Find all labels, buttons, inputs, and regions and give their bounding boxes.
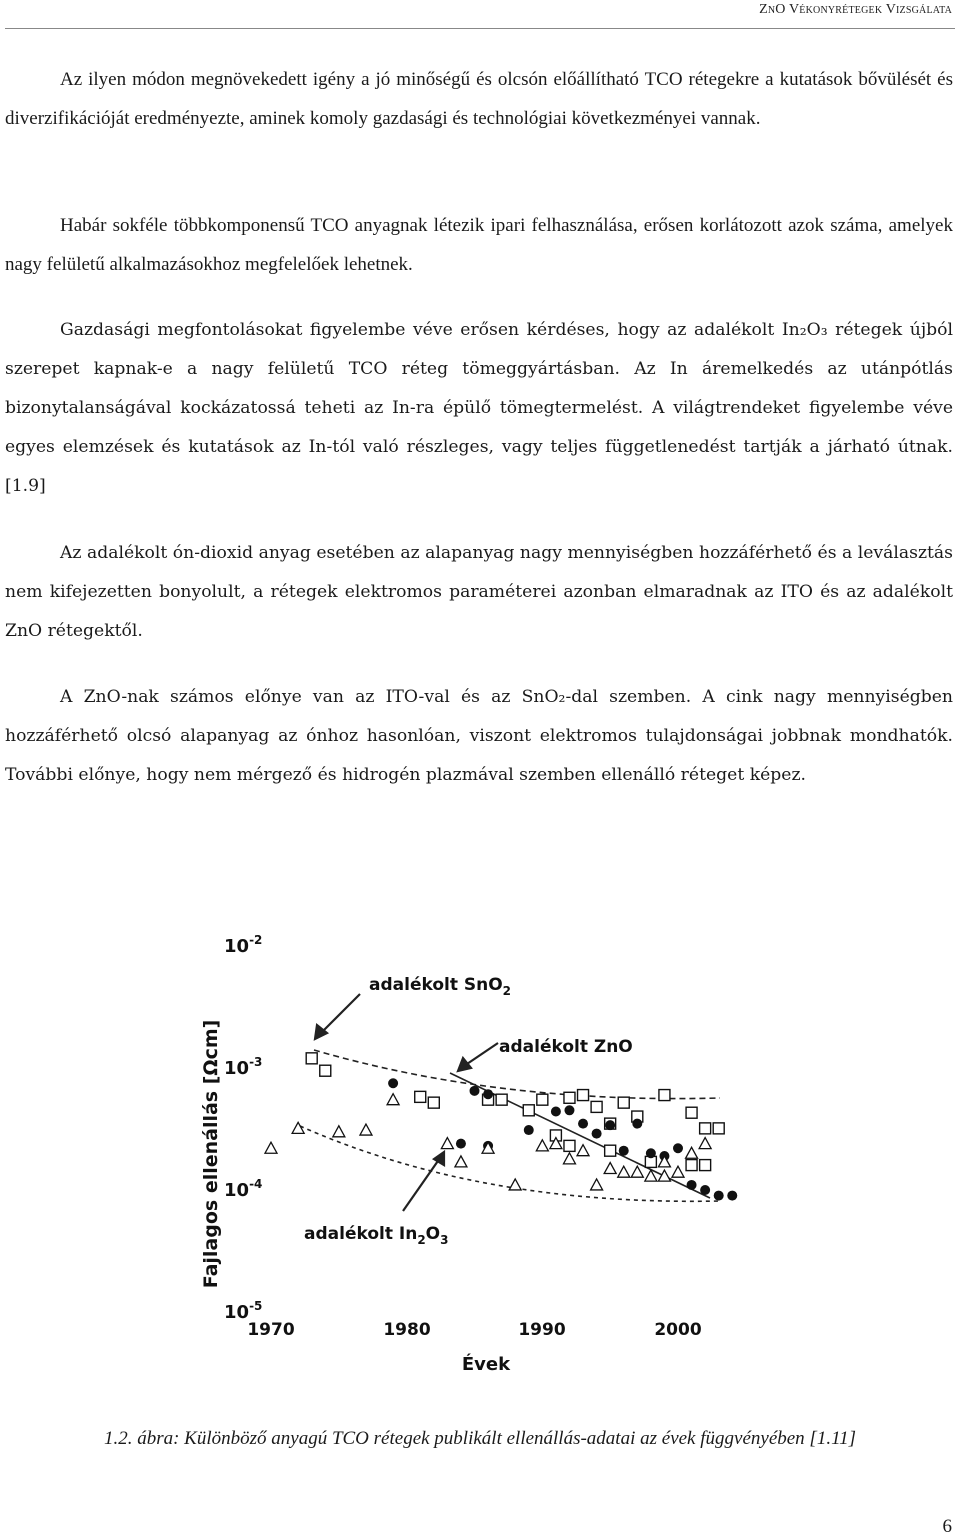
point-series2-15 <box>658 1170 670 1181</box>
point-series1-1 <box>470 1086 480 1096</box>
point-series2-0 <box>265 1142 277 1153</box>
point-series0-15 <box>686 1107 697 1118</box>
point-series2-5 <box>441 1138 453 1149</box>
point-series0-14 <box>659 1090 670 1101</box>
x-tick-1980: 1980 <box>383 1320 431 1340</box>
point-series1-8 <box>646 1148 656 1158</box>
point-series2-16 <box>672 1166 684 1177</box>
figure-caption: 1.2. ábra: Különböző anyagú TCO rétegek publikált ellenállás-adatai az évek függvényében [1.11] <box>103 1428 857 1449</box>
point-series1-11 <box>687 1180 697 1190</box>
y-tick-1e-2: $10^{-2}$ <box>224 933 263 957</box>
running-header: ZnO Vékonyrétegek Vizsgálata <box>759 2 952 17</box>
point-series0-7 <box>537 1094 548 1105</box>
sno2-arrow <box>320 994 360 1034</box>
y-tick-1e-3: $10^{-3}$ <box>224 1055 263 1079</box>
point-series0-9 <box>578 1090 589 1101</box>
paragraph-4: Az adalékolt ón-dioxid anyag esetében az alapanyag nagy mennyiségben hozzáférhető és a leválasztás nem kifejezetten bonyolult, a rétegek elektromos paraméterei azonban elmaradnak az ITO és az adalékolt ZnO rétegektől. <box>5 543 953 641</box>
page-number: 6 <box>942 1516 952 1537</box>
y-tick-1e-5: $10^{-5}$ <box>224 1299 263 1323</box>
x-axis-label: Évek <box>461 1354 511 1375</box>
point-series1-7 <box>632 1119 642 1129</box>
paragraph-1: Az ilyen módon megnövekedett igény a jó minőségű és olcsón előállítható TCO rétegekre a kutatások bővülését és diverzifikációját eredményezte, aminek komoly gazdasági és technológiai következményei vannak. <box>5 69 953 129</box>
point-series1-12 <box>700 1185 710 1195</box>
point-series1-17 <box>619 1146 629 1156</box>
point-series0-22 <box>686 1160 697 1171</box>
point-series2-19 <box>455 1156 467 1167</box>
point-series2-12 <box>604 1163 616 1174</box>
point-series2-17 <box>686 1147 698 1158</box>
point-series2-21 <box>631 1166 643 1177</box>
chart-svg <box>180 926 740 1376</box>
point-series1-18 <box>714 1191 724 1201</box>
zno-arrow-head <box>458 1058 471 1071</box>
point-series1-6 <box>605 1120 615 1130</box>
annotation-zno: adalékolt ZnO <box>499 1037 633 1057</box>
point-series2-7 <box>509 1179 521 1190</box>
point-series0-8 <box>564 1092 575 1103</box>
point-series0-5 <box>496 1094 507 1105</box>
point-series2-4 <box>387 1094 399 1105</box>
x-tick-2000: 2000 <box>654 1320 702 1340</box>
point-series0-23 <box>700 1160 711 1171</box>
paragraph-2: Habár sokféle többkomponensű TCO anyagnak létezik ipari felhasználása, erősen korlátozott azok száma, amelyek nagy felületű alkalmazásokhoz megfelelőek lehetnek. <box>5 215 953 275</box>
point-series1-19 <box>727 1191 737 1201</box>
zno-arrow <box>464 1043 498 1066</box>
annotation-in2o3: adalékolt $In_2O_3$ <box>304 1224 449 1247</box>
point-series0-16 <box>700 1123 711 1134</box>
point-series0-12 <box>618 1097 629 1108</box>
point-series2-8 <box>536 1140 548 1151</box>
point-series1-16 <box>592 1129 602 1139</box>
y-axis-label: Fajlagos ellenállás [Ωcm] <box>200 1019 222 1289</box>
point-series0-6 <box>523 1105 534 1116</box>
point-series2-2 <box>333 1126 345 1137</box>
point-series1-3 <box>551 1106 561 1116</box>
header-divider <box>5 28 955 29</box>
point-series2-20 <box>591 1179 603 1190</box>
point-series0-1 <box>320 1065 331 1076</box>
point-series2-13 <box>618 1166 630 1177</box>
y-tick-1e-4: $10^{-4}$ <box>224 1177 263 1201</box>
point-series2-18 <box>699 1138 711 1149</box>
point-series1-10 <box>673 1143 683 1153</box>
paragraph-3: Gazdasági megfontolásokat figyelembe véve erősen kérdéses, hogy az adalékolt In₂O₃ rétegek újból szerepet kapnak-e a nagy felületű TCO réteg tömeggyártásban. Az In áremelkedés az utánpótlás bizonytalanságával kockázatossá teheti az In-ra épülő tömegtermelést. A világtrendeket figyelembe véve egyes elemzések és kutatások az In-tól való részleges, vagy teljes függetlenedést tartják a járható útnak. [1.9] <box>5 320 953 496</box>
point-series0-17 <box>713 1123 724 1134</box>
resistivity-chart <box>180 926 740 1376</box>
point-series1-2 <box>483 1089 493 1099</box>
point-series1-15 <box>524 1125 534 1135</box>
point-series0-19 <box>564 1140 575 1151</box>
point-series2-10 <box>563 1153 575 1164</box>
point-series0-2 <box>415 1091 426 1102</box>
point-series2-3 <box>360 1124 372 1135</box>
point-series1-5 <box>578 1119 588 1129</box>
point-series1-13 <box>456 1139 466 1149</box>
point-series0-20 <box>605 1145 616 1156</box>
point-series1-0 <box>388 1078 398 1088</box>
point-series0-0 <box>306 1053 317 1064</box>
sno2-arrow-head <box>315 1025 327 1039</box>
annotation-sno2: adalékolt SnO$_2$ <box>369 975 512 998</box>
paragraph-5: A ZnO-nak számos előnye van az ITO-val és az SnO₂-dal szemben. A cink nagy mennyiségben hozzáférhető olcsó alapanyag az ónhoz hasonlóan, viszont elektromos tulajdonságai jobbnak mondhatók. További előnye, hogy nem mérgező és hidrogén plazmával szemben ellenálló réteget képez. <box>5 687 953 785</box>
point-series0-10 <box>591 1101 602 1112</box>
point-series2-11 <box>577 1145 589 1156</box>
point-series0-3 <box>428 1097 439 1108</box>
point-series1-4 <box>564 1105 574 1115</box>
x-tick-1970: 1970 <box>247 1320 295 1340</box>
x-tick-1990: 1990 <box>518 1320 566 1340</box>
in2o3-arrow <box>403 1158 440 1211</box>
